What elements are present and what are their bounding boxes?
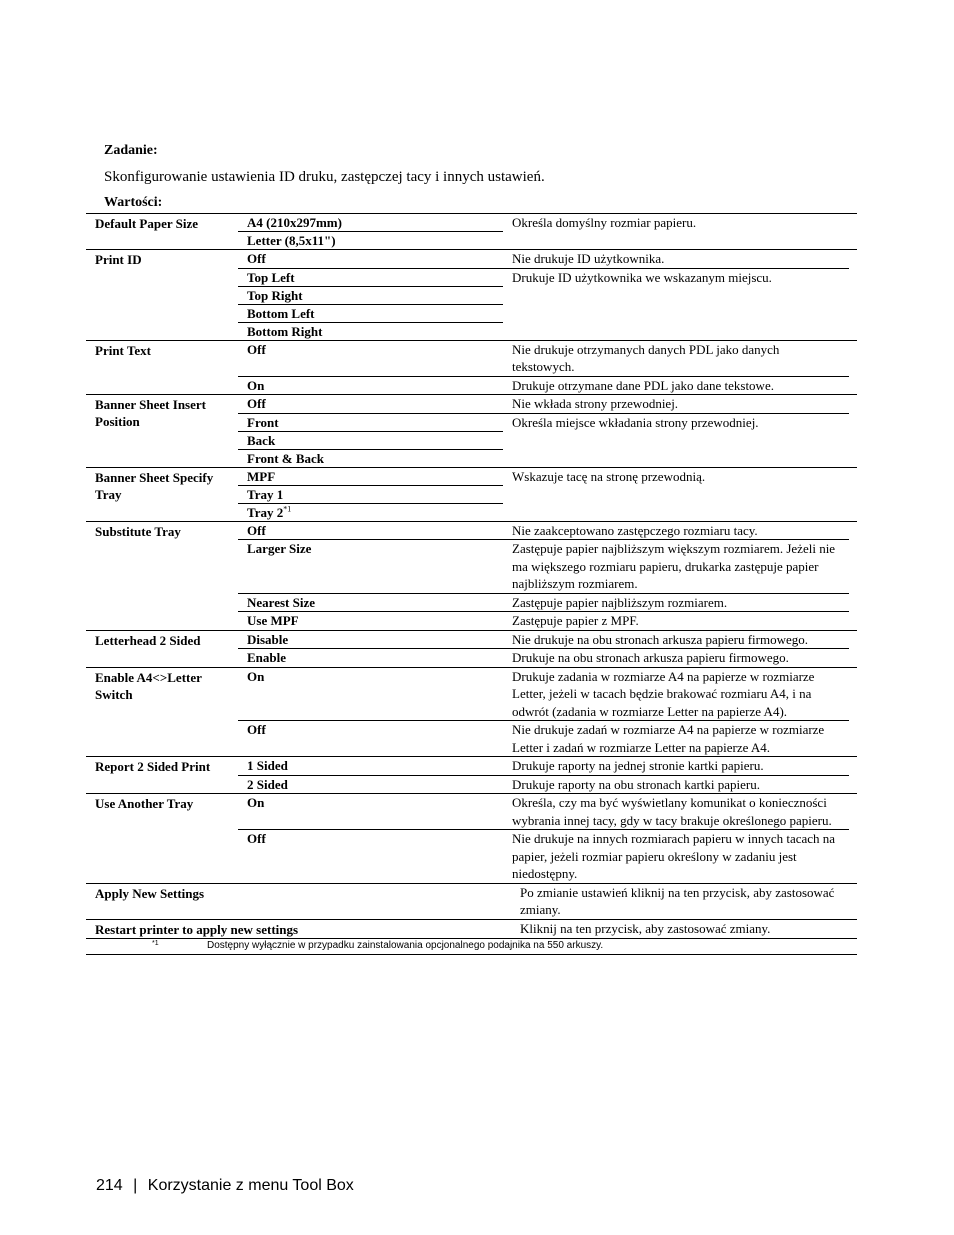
option-description: Drukuje otrzymane dane PDL jako dane tekstowe. xyxy=(512,377,774,393)
option-value: 2 Sided xyxy=(247,776,288,792)
option-value: Tray 1 xyxy=(238,485,503,503)
table-row xyxy=(86,341,857,396)
setting-name: Enable A4<>Letter Switch xyxy=(95,669,202,702)
footnote-reference: *1 xyxy=(283,504,292,514)
setting-name: Default Paper Size xyxy=(95,216,199,231)
values-label: Wartości: xyxy=(104,195,163,210)
option-value: Back xyxy=(238,431,503,449)
option-description: Zastępuje papier najbliższym rozmiarem. xyxy=(512,594,728,610)
setting-name: Print ID xyxy=(95,252,142,267)
option-value: Disable xyxy=(247,631,289,647)
table-row xyxy=(86,395,857,468)
option-description: Drukuje na obu stronach arkusza papieru firmowego. xyxy=(512,650,789,665)
option-description: Nie zaakceptowano zastępczego rozmiaru tacy. xyxy=(512,522,758,538)
option-description: Nie drukuje na obu stronach arkusza papieru firmowego. xyxy=(512,631,809,647)
option-description: Nie drukuje na innych rozmiarach papieru w innych tacach na papier, jeżeli rozmiar papieru określony w zadaniu jest niedostępny. xyxy=(512,831,836,881)
page-footer xyxy=(96,1177,354,1195)
setting-name: Restart printer to apply new settings xyxy=(95,921,299,937)
option-description: Zastępuje papier z MPF. xyxy=(512,613,639,628)
option-description: Drukuje zadania w rozmiarze A4 na papierze w rozmiarze Letter, jeżeli w tacach będzie brakować rozmiaru A4, i na odwrót (zadania w rozmiarze Letter na papierze A4). xyxy=(512,668,815,719)
table-row xyxy=(86,214,857,250)
footnote-mark: *1 xyxy=(152,939,159,947)
option-value: Off xyxy=(247,251,266,266)
table-row xyxy=(86,920,857,939)
setting-name: Report 2 Sided Print xyxy=(95,759,211,774)
section-description: Skonfigurowanie ustawienia ID druku, zastępczej tacy i innych ustawień. xyxy=(104,169,545,185)
option-value: Top Left xyxy=(247,269,295,285)
option-description: Drukuje raporty na jednej stronie kartki papieru. xyxy=(512,758,764,773)
option-value: Off xyxy=(247,396,266,411)
option-description: Kliknij na ten przycisk, aby zastosować zmiany. xyxy=(520,920,771,936)
option-value: A4 (210x297mm) xyxy=(238,214,503,232)
setting-name: Letterhead 2 Sided xyxy=(95,632,201,648)
option-value: Off xyxy=(247,831,266,846)
table-row xyxy=(86,884,857,920)
footnote-text: Dostępny wyłącznie w przypadku zainstalowania opcjonalnego podajnika na 550 arkuszy. xyxy=(207,939,604,951)
option-value: Front xyxy=(247,414,279,430)
option-description: Wskazuje tacę na stronę przewodnią. xyxy=(512,468,706,484)
option-description: Nie wkłada strony przewodniej. xyxy=(512,396,679,411)
settings-table xyxy=(86,213,857,955)
setting-name: Substitute Tray xyxy=(95,523,181,539)
table-row xyxy=(86,668,857,758)
option-value: Letter (8,5x11") xyxy=(247,233,336,248)
option-description: Zastępuje papier najbliższym większym rozmiarem. Jeżeli nie ma większego rozmiaru papieru, drukarka zastępuje papier najbliższym rozmiarem. xyxy=(512,541,836,591)
option-description: Określa miejsce wkładania strony przewodniej. xyxy=(512,414,759,430)
section-heading: Zadanie: xyxy=(104,143,158,158)
table-row xyxy=(86,250,857,341)
option-value: Bottom Left xyxy=(238,304,503,322)
setting-name: Banner Sheet Specify Tray xyxy=(95,469,214,502)
option-value: Larger Size xyxy=(247,541,312,556)
option-value: Use MPF xyxy=(247,613,299,628)
option-description: Drukuje ID użytkownika we wskazanym miejscu. xyxy=(512,269,772,285)
option-description: Nie drukuje otrzymanych danych PDL jako danych tekstowych. xyxy=(512,341,780,374)
option-value: Top Right xyxy=(238,286,503,304)
setting-name: Use Another Tray xyxy=(95,796,194,811)
option-value: On xyxy=(247,668,265,684)
table-row xyxy=(86,522,857,631)
option-value: Front & Back xyxy=(238,449,503,467)
table-row xyxy=(86,757,857,794)
option-value: Off xyxy=(247,722,266,737)
option-value: On xyxy=(247,377,265,393)
option-value: 1 Sided xyxy=(247,758,288,773)
option-value: On xyxy=(247,795,265,810)
option-description: Drukuje raporty na obu stronach kartki papieru. xyxy=(512,776,761,792)
option-description: Po zmianie ustawień kliknij na ten przycisk, aby zastosować zmiany. xyxy=(520,884,835,917)
option-description: Określa domyślny rozmiar papieru. xyxy=(512,215,697,230)
option-value: Enable xyxy=(247,650,287,665)
option-value: MPF xyxy=(247,468,276,484)
setting-name: Apply New Settings xyxy=(95,885,205,901)
option-value: Off xyxy=(247,522,266,538)
option-value xyxy=(238,503,503,521)
option-label: Tray 2 xyxy=(247,504,284,520)
page-number: 214 xyxy=(96,1177,123,1194)
setting-name: Banner Sheet Insert Position xyxy=(95,397,206,429)
option-value: Bottom Right xyxy=(238,322,503,340)
table-row xyxy=(86,631,857,668)
table-row xyxy=(86,794,857,884)
footer-title: Korzystanie z menu Tool Box xyxy=(147,1177,354,1194)
option-description: Nie drukuje ID użytkownika. xyxy=(512,251,665,266)
setting-name: Print Text xyxy=(95,342,151,358)
footer-separator: | xyxy=(133,1177,138,1194)
option-description: Określa, czy ma być wyświetlany komunikat o konieczności wybrania innej tacy, gdy w tacy brakuje określonego papieru. xyxy=(512,795,832,828)
option-description: Nie drukuje zadań w rozmiarze A4 na papierze w rozmiarze Letter i zadań w rozmiarze Letter na papierze A4. xyxy=(512,722,825,755)
table-footnote xyxy=(86,939,857,955)
option-value: Off xyxy=(247,341,266,357)
option-value: Nearest Size xyxy=(247,594,315,610)
table-row xyxy=(86,468,857,522)
